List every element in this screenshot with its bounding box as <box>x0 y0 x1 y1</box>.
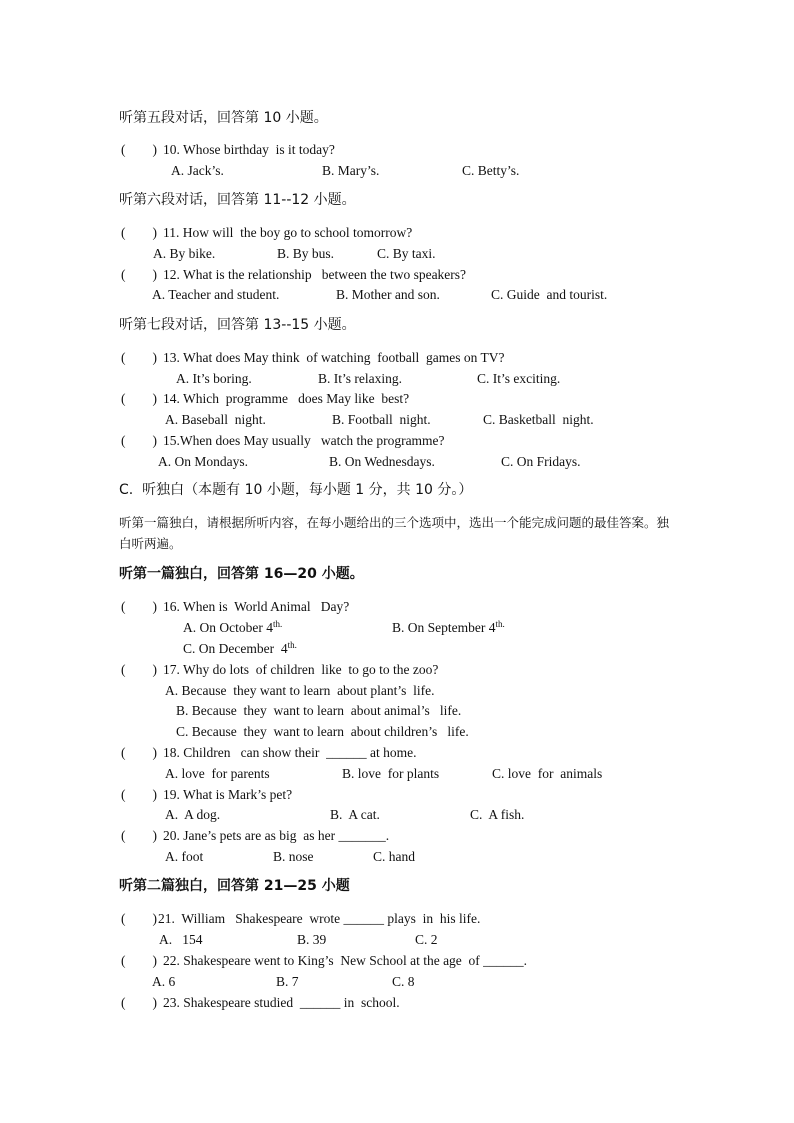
answer-blank[interactable]: ( ) <box>121 995 157 1010</box>
question-stem: 15.When does May usually watch the programme? <box>163 433 445 448</box>
answer-blank[interactable]: ( ) <box>121 433 157 448</box>
question-14 <box>121 390 409 408</box>
answer-blank[interactable]: ( ) <box>121 350 157 365</box>
option-20b: B. nose <box>273 849 314 864</box>
answer-blank[interactable]: ( ) <box>121 953 157 968</box>
answer-blank[interactable]: ( ) <box>121 225 157 240</box>
option-14a: A. Baseball night. <box>165 412 266 427</box>
option-21b: B. 39 <box>297 932 327 947</box>
monologue-2-heading: 听第二篇独白，回答第 21—25 小题 <box>119 878 350 894</box>
answer-blank[interactable]: ( ) <box>121 599 157 614</box>
question-stem: 12. What is the relationship between the two speakers? <box>163 267 467 282</box>
option-10a: A. Jack’s. <box>171 163 224 178</box>
answer-blank[interactable]: ( ) <box>121 267 157 282</box>
option-22c: C. 8 <box>392 974 415 989</box>
option-21a: A. 154 <box>159 932 203 947</box>
question-23 <box>121 994 400 1012</box>
question-stem: 16. When is World Animal Day? <box>163 599 350 614</box>
option-18c: C. love for animals <box>492 766 603 781</box>
option-17c: C. Because they want to learn about children’s life. <box>176 724 469 739</box>
part-c-heading: C. 听独白（本题有 10 小题，每小题 1 分，共 10 分。） <box>119 482 473 498</box>
section-heading-7: 听第七段对话，回答第 13--15 小题。 <box>119 317 356 333</box>
option-18a: A. love for parents <box>165 766 270 781</box>
question-stem: 19. What is Mark’s pet? <box>163 787 293 802</box>
option-17a: A. Because they want to learn about plant’s life. <box>165 683 435 698</box>
question-stem: 10. Whose birthday is it today? <box>163 142 335 157</box>
option-22a: A. 6 <box>152 974 176 989</box>
option-16b: B. On September $4^{th.}$ <box>392 619 505 635</box>
option-16c: C. On December $4^{th.}$ <box>183 640 297 656</box>
question-stem: 11. How will the boy go to school tomorrow? <box>163 225 413 240</box>
question-stem: 22. Shakespeare went to King’s New School at the age of ______. <box>163 953 528 968</box>
question-15 <box>121 432 445 450</box>
question-stem: 20. Jane’s pets are as big as her _______. <box>163 828 390 843</box>
option-14c: C. Basketball night. <box>483 412 594 427</box>
question-12 <box>121 266 466 284</box>
option-12a: A. Teacher and student. <box>152 287 280 302</box>
answer-blank[interactable]: ( ) <box>121 911 157 926</box>
section-heading-5: 听第五段对话，回答第 10 小题。 <box>119 110 328 126</box>
section-heading-6: 听第六段对话，回答第 11--12 小题。 <box>119 192 356 208</box>
answer-blank[interactable]: ( ) <box>121 142 157 157</box>
answer-blank[interactable]: ( ) <box>121 787 157 802</box>
option-10b: B. Mary’s. <box>322 163 380 178</box>
option-12b: B. Mother and son. <box>336 287 440 302</box>
question-16 <box>121 598 349 616</box>
question-22 <box>121 952 527 970</box>
question-21 <box>121 910 480 928</box>
option-16a: A. On October $4^{th.}$ <box>183 619 283 635</box>
option-15b: B. On Wednesdays. <box>329 454 435 469</box>
option-19a: A. A dog. <box>165 807 221 822</box>
question-10 <box>121 141 335 159</box>
option-21c: C. 2 <box>415 932 438 947</box>
answer-blank[interactable]: ( ) <box>121 662 157 677</box>
option-20a: A. foot <box>165 849 204 864</box>
option-19c: C. A fish. <box>470 807 525 822</box>
answer-blank[interactable]: ( ) <box>121 828 157 843</box>
monologue-1-heading: 听第一篇独白，回答第 16—20 小题。 <box>119 566 364 582</box>
option-17b: B. Because they want to learn about animal’s life. <box>176 703 462 718</box>
option-22b: B. 7 <box>276 974 299 989</box>
option-10c: C. Betty’s. <box>462 163 520 178</box>
question-13 <box>121 349 504 367</box>
question-stem: 13. What does May think of watching football games on TV? <box>163 350 505 365</box>
question-17 <box>121 661 438 679</box>
option-12c: C. Guide and tourist. <box>491 287 608 302</box>
option-15a: A. On Mondays. <box>158 454 248 469</box>
option-11a: A. By bike. <box>153 246 216 261</box>
question-18 <box>121 744 416 762</box>
option-13c: C. It’s exciting. <box>477 371 561 386</box>
option-14b: B. Football night. <box>332 412 431 427</box>
question-stem: 18. Children can show their ______ at home. <box>163 745 417 760</box>
option-13a: A. It’s boring. <box>176 371 252 386</box>
option-19b: B. A cat. <box>330 807 380 822</box>
option-11c: C. By taxi. <box>377 246 436 261</box>
question-stem: 21. William Shakespeare wrote ______ plays in his life. <box>158 911 481 926</box>
question-stem: 14. Which programme does May like best? <box>163 391 410 406</box>
question-19 <box>121 786 292 804</box>
part-c-instructions: 听第一篇独白，请根据所听内容，在每小题给出的三个选项中，选出一个能完成问题的最佳答案。独白听两遍。 <box>119 515 670 551</box>
question-20 <box>121 827 389 845</box>
question-stem: 17. Why do lots of children like to go to the zoo? <box>163 662 439 677</box>
answer-blank[interactable]: ( ) <box>121 391 157 406</box>
question-stem: 23. Shakespeare studied ______ in school. <box>163 995 400 1010</box>
question-11 <box>121 224 412 242</box>
option-11b: B. By bus. <box>277 246 335 261</box>
option-20c: C. hand <box>373 849 415 864</box>
option-13b: B. It’s relaxing. <box>318 371 402 386</box>
option-15c: C. On Fridays. <box>501 454 581 469</box>
answer-blank[interactable]: ( ) <box>121 745 157 760</box>
option-18b: B. love for plants <box>342 766 440 781</box>
